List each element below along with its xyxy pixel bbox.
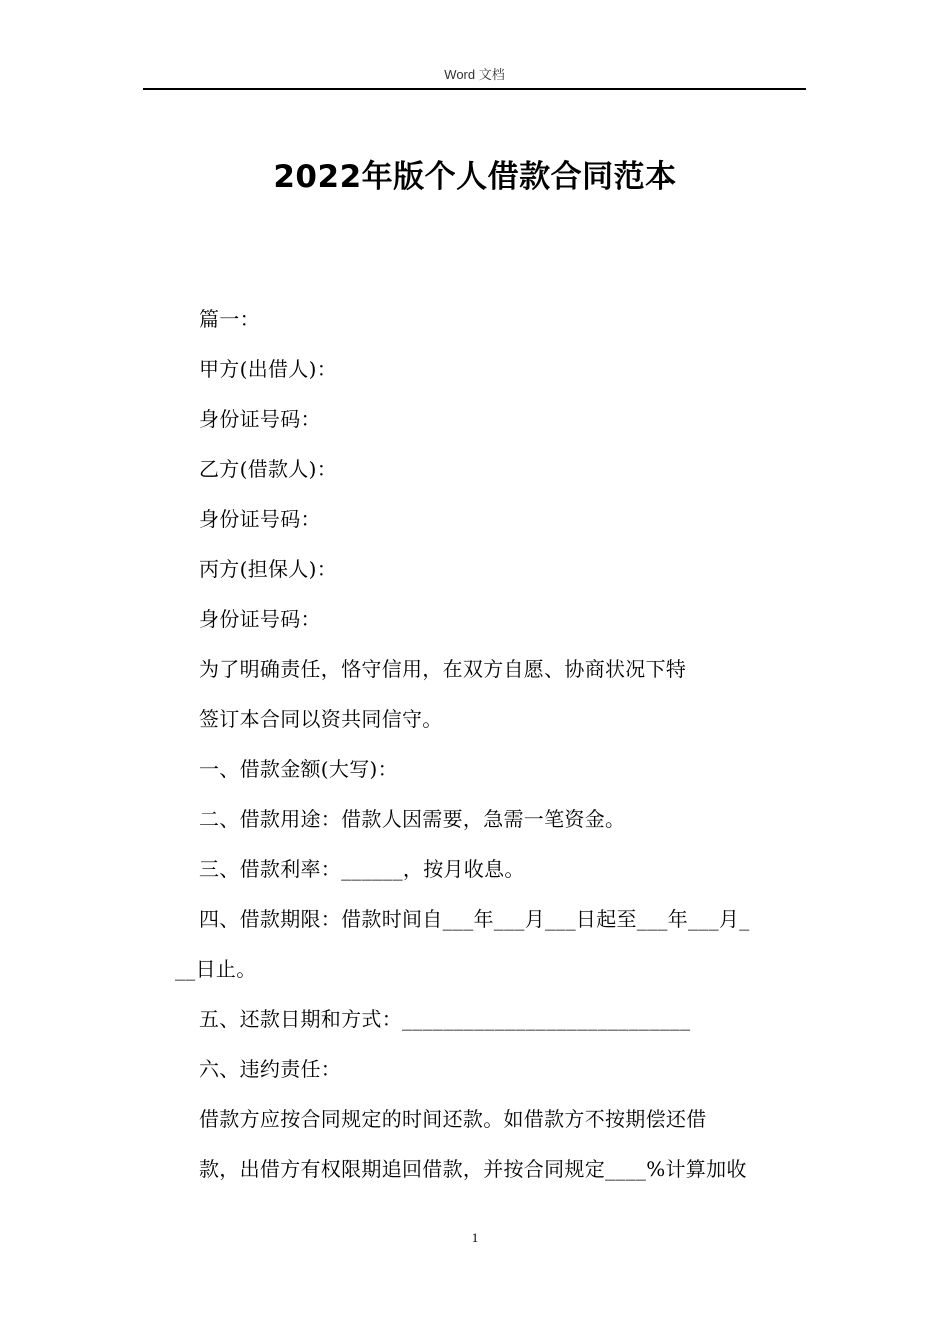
party-b-line: 乙方(借款人)：	[199, 457, 338, 481]
clause-interest-rate: 三、借款利率：______，按月收息。	[199, 857, 525, 881]
page-number: 1	[471, 1230, 479, 1245]
liability-line-1: 借款方应按合同规定的时间还款。如借款方不按期偿还借	[199, 1107, 707, 1131]
section-label: 篇一：	[199, 307, 260, 331]
preamble-line-2: 签订本合同以资共同信守。	[199, 707, 443, 731]
clause-repayment: 五、还款日期和方式：____________________________	[199, 1007, 691, 1031]
party-b-id-line: 身份证号码：	[199, 507, 321, 531]
party-c-id-line: 身份证号码：	[199, 607, 321, 631]
liability-line-2: 款，出借方有权限期追回借款，并按合同规定____%计算加收	[199, 1157, 747, 1181]
preamble-line-1: 为了明确责任，恪守信用，在双方自愿、协商状况下特	[199, 657, 687, 681]
clause-term-line-1: 四、借款期限：借款时间自___年___月___日起至___年___月_	[199, 907, 750, 931]
party-a-line: 甲方(出借人)：	[199, 357, 338, 381]
clause-purpose: 二、借款用途：借款人因需要，急需一笔资金。	[199, 807, 626, 831]
header-label: Word 文档	[444, 67, 505, 82]
clause-amount: 一、借款金额(大写)：	[199, 757, 398, 781]
clause-term-line-2: __日止。	[175, 957, 257, 981]
document-body	[175, 294, 805, 1194]
party-a-id-line: 身份证号码：	[199, 407, 321, 431]
page-header	[143, 64, 806, 90]
clause-liability: 六、违约责任：	[199, 1057, 342, 1081]
party-c-line: 丙方(担保人)：	[199, 557, 338, 581]
document-title: 2022年版个人借款合同范本	[273, 159, 677, 195]
